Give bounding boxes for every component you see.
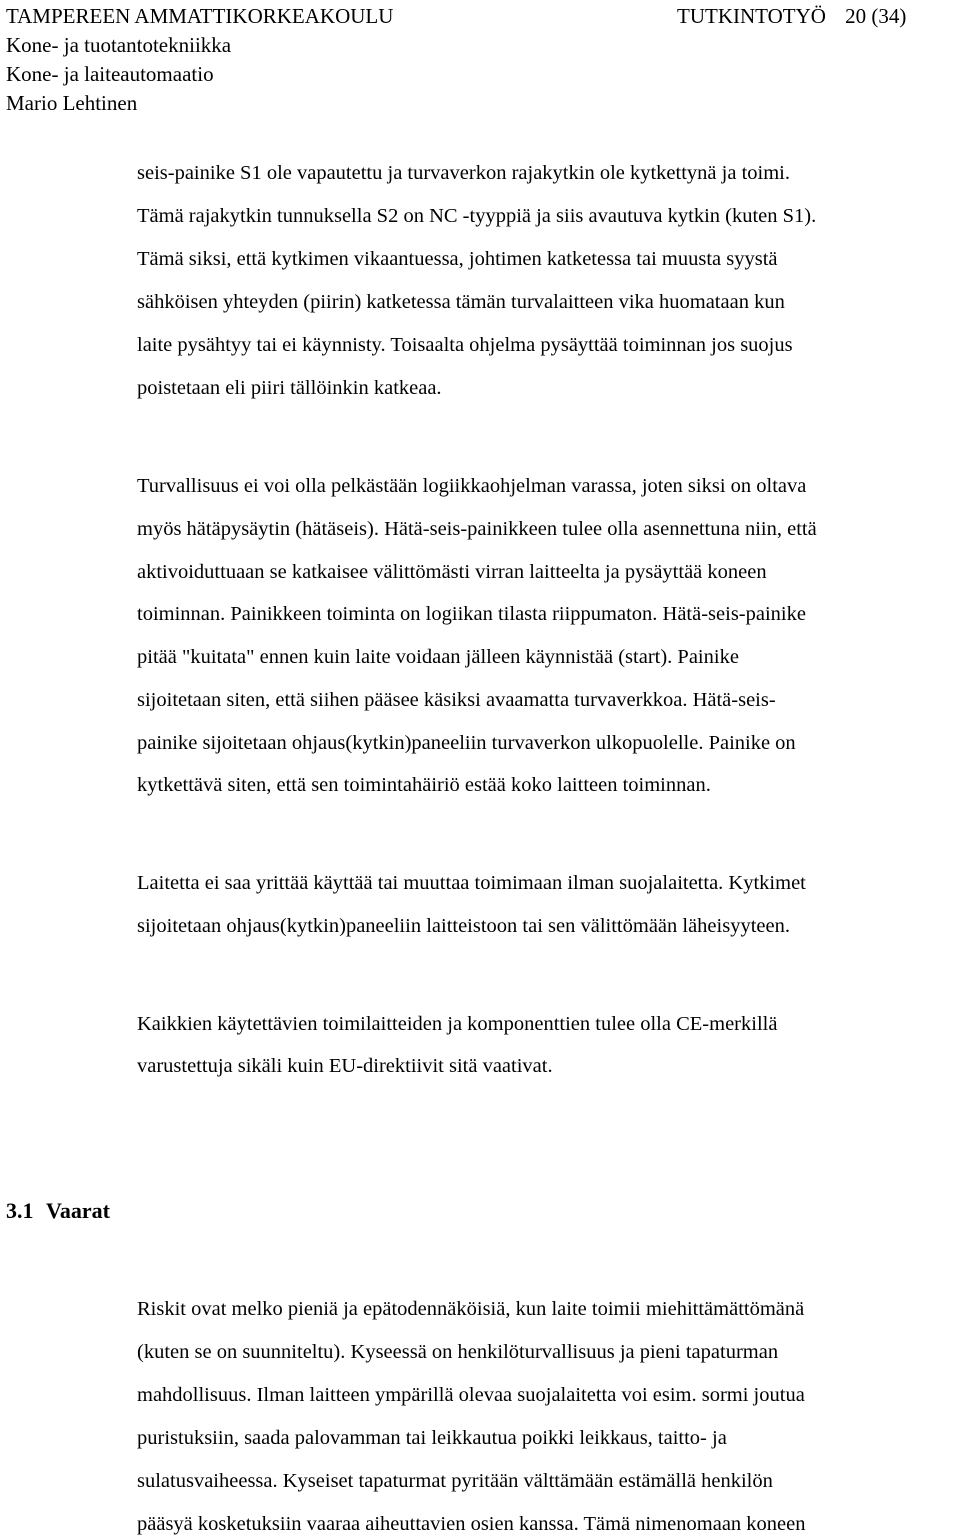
text-line: seis-painike S1 ole vapautettu ja turvaverkon rajakytkin ole kytkettynä ja toimi. [137,162,790,184]
text-line: aktivoiduttuaan se katkaisee välittömästi virran laitteelta ja pysäyttää koneen [137,561,767,583]
text-line: Turvallisuus ei voi olla pelkästään logiikkaohjelman varassa, joten siksi on oltava [137,475,807,497]
text-line: Kaikkien käytettävien toimilaitteiden ja komponenttien tulee olla CE-merkillä [137,1013,778,1035]
text-line: laite pysähtyy tai ei käynnisty. Toisaalta ohjelma pysäyttää toiminnan jos suojus [137,334,793,356]
section-heading [6,1198,110,1224]
text-line: Tämä siksi, että kytkimen vikaantuessa, johtimen katketessa tai muusta syystä [137,248,778,270]
text-line: sijoitetaan ohjaus(kytkin)paneeliin laitteistoon tai sen välittömään läheisyyteen. [137,915,790,937]
text-line: sijoitetaan siten, että siihen pääsee käsiksi avaamatta turvaverkkoa. Hätä-seis- [137,689,776,711]
text-line: Laitetta ei saa yrittää käyttää tai muuttaa toimimaan ilman suojalaitetta. Kytkimet [137,872,806,894]
page-header-right [677,2,906,31]
text-line: myös hätäpysäytin (hätäseis). Hätä-seis-painikkeen tulee olla asennettuna niin, että [137,518,817,540]
text-line: sulatusvaiheessa. Kyseiset tapaturmat pyritään välttämään estämällä henkilön [137,1470,773,1492]
text-line: Tämä rajakytkin tunnuksella S2 on NC -tyyppiä ja siis avautuva kytkin (kuten S1). [137,205,817,227]
page-header-left [6,2,393,118]
text-line: pääsyä kosketuksiin vaaraa aiheuttavien osien kanssa. Tämä nimenomaan koneen [137,1513,806,1535]
text-line: pitää "kuitata" ennen kuin laite voidaan jälleen käynnistää (start). Painike [137,646,739,668]
section-number: 3.1 [6,1198,34,1223]
text-line: puristuksiin, saada palovamman tai leikkautua poikki leikkaus, taitto- ja [137,1427,727,1449]
text-line: varustettuja sikäli kuin EU-direktiivit sitä vaativat. [137,1055,553,1077]
text-line: Riskit ovat melko pieniä ja epätodennäköisiä, kun laite toimii miehittämättömänä [137,1298,805,1320]
text-line: mahdollisuus. Ilman laitteen ympärillä olevaa suojalaitetta voi esim. sormi joutua [137,1384,805,1406]
header-school: TAMPEREEN AMMATTIKORKEAKOULU [6,4,394,28]
header-page-number: 20 (34) [845,4,907,28]
header-department: Kone- ja tuotantotekniikka [6,33,232,57]
section-title: Vaarat [46,1198,110,1223]
text-line: kytkettävä siten, että sen toimintahäiriö estää koko laitteen toiminnan. [137,774,711,796]
header-program: Kone- ja laiteautomaatio [6,62,214,86]
text-line: toiminnan. Painikkeen toiminta on logiikan tilasta riippumaton. Hätä-seis-painike [137,603,806,625]
text-line: poistetaan eli piiri tällöinkin katkeaa. [137,377,442,399]
text-line: painike sijoitetaan ohjaus(kytkin)paneeliin turvaverkon ulkopuolelle. Painike on [137,732,796,754]
header-author: Mario Lehtinen [6,91,138,115]
header-doc-type: TUTKINTOTYÖ [677,4,826,28]
text-line: sähköisen yhteyden (piirin) katketessa tämän turvalaitteen vika huomataan kun [137,291,785,313]
text-line: (kuten se on suunniteltu). Kyseessä on henkilöturvallisuus ja pieni tapaturman [137,1341,779,1363]
